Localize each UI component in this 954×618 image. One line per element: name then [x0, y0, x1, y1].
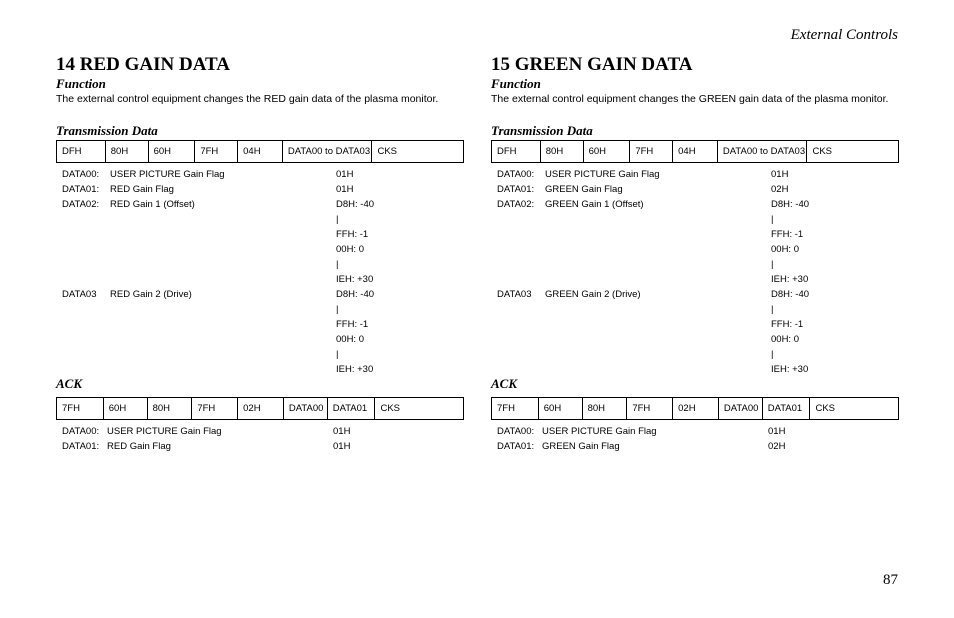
data-value: | [336, 304, 339, 315]
code-cell: DFH [497, 146, 517, 157]
data-value: D8H: -40 [336, 289, 375, 300]
transmission-code-row [56, 140, 464, 163]
data-description: RED Gain Flag [107, 441, 171, 452]
transmission-data-heading: Transmission Data [491, 123, 593, 138]
data-description: USER PICTURE Gain Flag [110, 169, 225, 180]
data-value: D8H: -40 [771, 199, 810, 210]
data-row [491, 317, 899, 332]
ack-block [491, 396, 899, 454]
data-key: DATA02: [62, 199, 100, 210]
data-row [491, 197, 899, 212]
data-value: FFH: -1 [336, 229, 369, 240]
data-description: USER PICTURE Gain Flag [542, 426, 657, 437]
section-green-gain [491, 54, 899, 452]
code-cell: 80H [147, 398, 192, 419]
data-value: 00H: 0 [336, 244, 364, 255]
data-value: 01H [336, 169, 354, 180]
data-row [491, 227, 899, 242]
data-row [56, 167, 464, 182]
data-description: GREEN Gain Flag [542, 441, 620, 452]
data-value: 00H: 0 [336, 334, 364, 345]
data-row [491, 332, 899, 347]
data-description: USER PICTURE Gain Flag [545, 169, 660, 180]
code-cell: 80H [540, 141, 583, 162]
data-description: RED Gain 1 (Offset) [110, 199, 195, 210]
data-value: D8H: -40 [336, 199, 375, 210]
data-value: | [771, 214, 774, 225]
data-value: 01H [333, 441, 351, 452]
ack-code-row [56, 397, 464, 420]
data-row [56, 227, 464, 242]
data-value: | [771, 259, 774, 270]
code-cell: 60H [148, 141, 195, 162]
data-row [491, 347, 899, 362]
data-row [56, 347, 464, 362]
function-description: The external control equipment changes the GREEN gain data of the plasma monitor. [491, 93, 889, 105]
code-cell: 7FH [194, 141, 237, 162]
data-value: IEH: +30 [336, 364, 374, 375]
transmission-data-list [491, 167, 899, 377]
data-row [56, 197, 464, 212]
data-description: USER PICTURE Gain Flag [107, 426, 222, 437]
code-cell: 02H [672, 398, 718, 419]
data-value: IEH: +30 [771, 274, 809, 285]
running-header: External Controls [790, 27, 898, 43]
transmission-data-list [56, 167, 464, 377]
data-row [56, 242, 464, 257]
code-cell: 60H [538, 398, 582, 419]
code-cell: DFH [62, 146, 82, 157]
data-value: | [771, 304, 774, 315]
data-key: DATA01: [62, 184, 100, 195]
section-title: 15 GREEN GAIN DATA [491, 54, 693, 75]
code-cell: DATA00 to DATA03 [282, 141, 372, 162]
ack-data-list [491, 424, 899, 454]
data-row [491, 439, 899, 454]
data-value: 00H: 0 [771, 334, 799, 345]
function-description: The external control equipment changes the RED gain data of the plasma monitor. [56, 93, 439, 105]
data-value: FFH: -1 [771, 319, 804, 330]
transmission-code-row [491, 140, 899, 163]
code-cell: 60H [583, 141, 630, 162]
code-cell: 7FH [62, 403, 80, 414]
code-cell: CKS [809, 398, 898, 419]
data-value: | [771, 349, 774, 360]
data-row [491, 302, 899, 317]
code-cell: 7FH [629, 141, 672, 162]
code-cell: DATA00 [718, 398, 762, 419]
ack-code-row [491, 397, 899, 420]
code-cell: DATA01 [762, 398, 810, 419]
ack-heading: ACK [491, 376, 518, 391]
data-description: GREEN Gain Flag [545, 184, 623, 195]
data-row [56, 302, 464, 317]
code-cell: 04H [672, 141, 717, 162]
data-value: 00H: 0 [771, 244, 799, 255]
transmission-data-heading: Transmission Data [56, 123, 158, 138]
data-value: 01H [768, 426, 786, 437]
data-value: | [336, 214, 339, 225]
code-cell: CKS [806, 141, 898, 162]
section-title: 14 RED GAIN DATA [56, 54, 230, 75]
data-key: DATA00: [62, 169, 100, 180]
code-cell: 7FH [497, 403, 515, 414]
data-key: DATA03 [62, 289, 97, 300]
data-row [56, 424, 464, 439]
data-value: | [336, 259, 339, 270]
ack-block [56, 396, 464, 454]
code-cell: 80H [105, 141, 148, 162]
data-description: RED Gain Flag [110, 184, 174, 195]
code-cell: CKS [371, 141, 463, 162]
data-row [56, 272, 464, 287]
code-cell: DATA01 [327, 398, 375, 419]
data-value: D8H: -40 [771, 289, 810, 300]
data-value: 01H [333, 426, 351, 437]
data-description: RED Gain 2 (Drive) [110, 289, 192, 300]
code-cell: 02H [237, 398, 283, 419]
data-row [491, 424, 899, 439]
code-cell: 80H [582, 398, 627, 419]
data-key: DATA00: [497, 426, 535, 437]
page-number: 87 [883, 572, 898, 588]
data-row [491, 362, 899, 377]
data-key: DATA00: [497, 169, 535, 180]
function-heading: Function [56, 76, 106, 91]
data-key: DATA03 [497, 289, 532, 300]
function-heading: Function [491, 76, 541, 91]
ack-data-list [56, 424, 464, 454]
data-row [56, 257, 464, 272]
data-key: DATA01: [62, 441, 100, 452]
data-value: 01H [771, 169, 789, 180]
data-row [56, 317, 464, 332]
data-row [56, 332, 464, 347]
data-value: 02H [771, 184, 789, 195]
data-description: GREEN Gain 2 (Drive) [545, 289, 641, 300]
section-red-gain [56, 54, 464, 452]
code-cell: 60H [103, 398, 147, 419]
data-key: DATA01: [497, 184, 535, 195]
data-row [491, 212, 899, 227]
code-cell: 7FH [191, 398, 237, 419]
code-cell: DATA00 [283, 398, 327, 419]
data-value: 01H [336, 184, 354, 195]
code-cell: DATA00 to DATA03 [717, 141, 807, 162]
data-value: IEH: +30 [336, 274, 374, 285]
data-key: DATA02: [497, 199, 535, 210]
data-description: GREEN Gain 1 (Offset) [545, 199, 644, 210]
data-row [491, 182, 899, 197]
data-row [491, 257, 899, 272]
data-value: | [336, 349, 339, 360]
data-value: 02H [768, 441, 786, 452]
data-row [56, 362, 464, 377]
code-cell: 04H [237, 141, 282, 162]
data-key: DATA00: [62, 426, 100, 437]
data-row [491, 167, 899, 182]
code-cell: CKS [374, 398, 463, 419]
data-value: FFH: -1 [771, 229, 804, 240]
data-row [491, 272, 899, 287]
ack-heading: ACK [56, 376, 83, 391]
data-row [56, 439, 464, 454]
data-row [56, 287, 464, 302]
data-key: DATA01: [497, 441, 535, 452]
data-row [56, 212, 464, 227]
data-value: FFH: -1 [336, 319, 369, 330]
data-row [491, 287, 899, 302]
data-value: IEH: +30 [771, 364, 809, 375]
code-cell: 7FH [626, 398, 672, 419]
data-row [491, 242, 899, 257]
data-row [56, 182, 464, 197]
